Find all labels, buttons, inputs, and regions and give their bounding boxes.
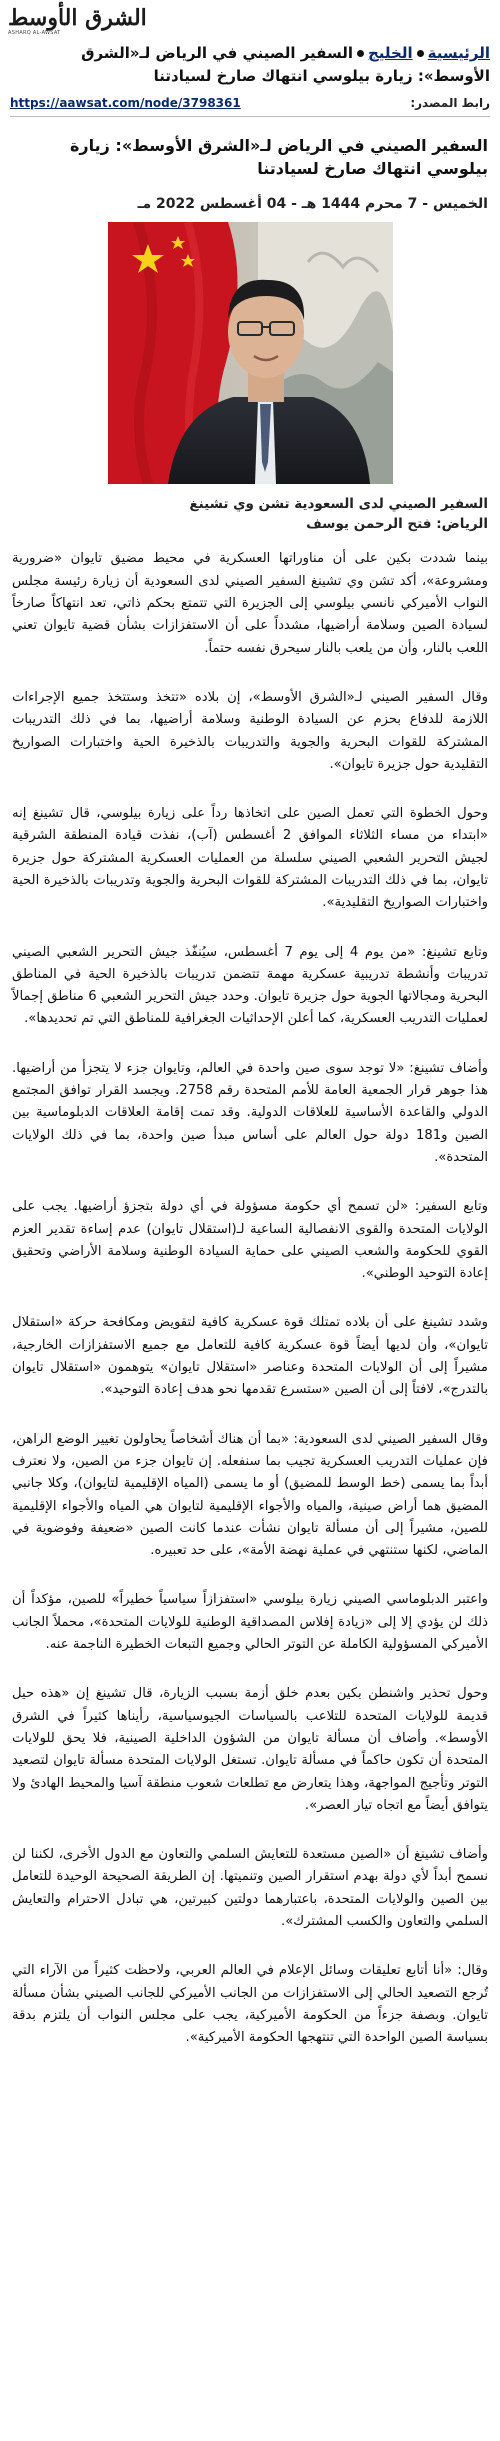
article-paragraph: وأضاف تشينغ أن «الصين مستعدة للتعايش السلمي والتعاون مع الدول الأخرى، لكننا لن نسمح أبداً لأي دولة بهدم استقرار الصين وتنميتها. إن الطريقة الصحيحة الوحيدة للتعامل بين الصين والولايات المتحدة، باعتبارهما دولتين كبيرتين، هي تبادل الاحترام والتعايش السلمي والتعاون والكسب المشترك». [12,1847,488,1929]
breadcrumb-section-link[interactable]: الخليج [368,44,413,62]
caption-line: السفير الصيني لدى السعودية تشن وي تشينغ [189,496,488,513]
breadcrumb-separator [417,50,424,57]
article-paragraph: وأضاف تشينغ: «لا توجد سوى صين واحدة في العالم، وتايوان جزء لا يتجزأ من أراضيها. هذا جوهر قرار الجمعية العامة للأمم المتحدة رقم 2758. ويجسد القرار توافق المجتمع الدولي والقاعدة الأساسية للعلاقات الدولية. وقد تمت إقامة العلاقات الدبلوماسية بين الصين و181 دولة حول العالم على أساس مبدأ صين واحدة، بما في ذلك الولايات المتحدة». [12,1060,489,1165]
article-paragraph: وتابع السفير: «لن تسمح أي حكومة مسؤولة في أي دولة بتجزؤ أراضيها. يجب على الولايات المتحدة والقوى الانفصالية الساعية لـ(استقلال تايوان) عدم إساءة تقدير العزم القوي للحكومة والشعب الصيني على حماية السيادة الوطنية وسلامة الأراضي وتحقيق إعادة التوحيد الوطني». [12,1199,488,1282]
source-line [0,88,500,116]
breadcrumb-separator [357,50,364,57]
article-paragraph: وقال السفير الصيني لـ«الشرق الأوسط»، إن بلاده «تتخذ وستتخذ جميع الإجراءات اللازمة للدفاع بحزم عن السيادة الوطنية وسلامة أراضيها، بما في ذلك التدريبات المشتركة للقوات البحرية والجوية والتدريبات بالذخيرة الحية واختبارات الصواريخ التقليدية حول جزيرة تايوان». [12,689,488,772]
article-paragraph: وقال: «أنا أتابع تعليقات وسائل الإعلام في العالم العربي، ولاحظت كثيراً من الآراء التي تُرجع التصعيد الحالي إلى الاستفزازات من الجانب الأميركي للجانب الصيني بشأن مسألة تايوان. وبصفة جزءاً من الحكومة الأميركية، يجب على مجلس النواب أن يلتزم بدقة بسياسة الصين الواحدة التي تنتهجها الحكومة الأميركية». [12,1963,488,2046]
ambassador-portrait [108,222,393,484]
divider [10,116,490,117]
article-paragraph: وحول تحذير واشنطن بكين بعدم خلق أزمة بسبب الزيارة، قال تشينغ إن «هذه حيل قديمة للولايات المتحدة للتلاعب بالسياسات الجيوسياسية، رأيناها كثيراً في الشرق الأوسط». وأضاف أن مسألة تايوان من الشؤون الداخلية الصينية، فلا يحق للولايات المتحدة أن تكون حاكماً في مسألة تايوان. تستغل الولايات المتحدة مسألة تايوان لتصعيد التوتر وتأجيج المواجهة، وهذا يتعارض مع تطلعات شعوب منطقة آسيا والمحيط الهادئ ولا يتوافق أيضاً مع اتجاه تيار العصر». [12,1686,488,1813]
article-dateline: الخميس - 7 محرم 1444 هـ - 04 أغسطس 2022 مـ [137,196,488,213]
article-paragraph: واعتبر الدبلوماسي الصيني زيارة بيلوسي «استفزازاً سياسياً خطيراً» للصين، مؤكداً أن ذلك لن يؤدي إلا إلى «زيادة إفلاس المصداقية الوطنية للولايات المتحدة»، محملاً الجانب الأميركي المسؤولية الكاملة عن التوتر الحالي وجميع التبعات الخطيرة الناجمة عنه. [12,1592,488,1653]
article-headline: السفير الصيني في الرياض لـ«الشرق الأوسط»: زيارة بيلوسي انتهاك صارخ لسيادتنا [69,135,488,178]
breadcrumb-home-link[interactable]: الرئيسية [427,44,490,62]
article-paragraph: بينما شددت بكين على أن مناوراتها العسكرية في محيط مضيق تايوان «ضرورية ومشروعة»، أكد تشن وي تشينغ السفير الصيني لدى السعودية أن زيارة رئيسة مجلس النواب الأميركي نانسي بيلوسي إلى الجزيرة التي تتمتع بحكم ذاتي، تعد انتهاكاً صارخاً لسيادة الصين وسلامة أراضيها، مشدداً على أن الاستفزازات بشأن قضية تايوان تعني اللعب بالنار، وأن من يلعب بالنار سيحرق نفسه حتماً. [12,551,488,656]
source-url-link[interactable]: https://aawsat.com/node/3798361 [10,96,241,110]
breadcrumb-current-title: السفير الصيني في الرياض لـ«الشرق الأوسط»: زيارة بيلوسي انتهاك صارخ لسيادتنا [81,44,490,85]
breadcrumb [0,42,500,88]
site-logo[interactable] [8,4,147,36]
article-paragraph: وشدد تشينغ على أن بلاده تمتلك قوة عسكرية كافية لتقويض ومكافحة حركة «استقلال تايوان»، وأن لديها أيضاً قوة عسكرية كافية للتعامل مع جميع الاستفزازات الخارجية، مشيراً إلى أن الولايات المتحدة وعناصر «استقلال تايوان» يتوهمون «استقلال تايوان بالتدرج»، لافتاً إلى أن الصين «ستسرع تقدمها نحو هدف إعادة التوحيد». [12,1315,488,1398]
article-photo [108,222,393,484]
logo-text: الشرق الأوسط [8,4,147,31]
article-body [0,534,500,2049]
photo-caption [0,484,500,534]
caption-byline: الرياض: فتح الرحمن يوسف [306,516,488,533]
logo-subtitle: ASHARQ AL-AWSAT [8,29,61,36]
article-paragraph: وحول الخطوة التي تعمل الصين على اتخاذها رداً على زيارة بيلوسي، قال تشينغ إنه «ابتداء من مساء الثلاثاء الموافق 2 أغسطس (آب)، نفذت قيادة المنطقة الشرقية لجيش التحرير الشعبي الصيني سلسلة من العمليات العسكرية المشتركة حول جزيرة تايوان، بما في ذلك التدريبات المشتركة للقوات البحرية والجوية وتدريبات بالذخيرة الحية واختبارات الصواريخ التقليدية». [12,806,488,911]
source-label: رابط المصدر: [410,96,490,110]
masthead [0,0,500,42]
article-paragraph: وتابع تشينغ: «من يوم 4 إلى يوم 7 أغسطس، سيُنفّذ جيش التحرير الشعبي الصيني تدريبات وأنشطة تدريبية عسكرية مهمة تتضمن تدريبات بالذخيرة الحية في المناطق البحرية ومجالاتها الجوية حول جزيرة تايوان. وحدد جيش التحرير الشعبي 6 مناطق إجمالاً لعمليات التدريب العسكرية، كما أعلن الإحداثيات الجغرافية للمناطق التي تم تحديدها». [12,944,488,1027]
article-paragraph: وقال السفير الصيني لدى السعودية: «بما أن هناك أشخاصاً يحاولون تغيير الوضع الراهن، فإن عمليات التدريب العسكرية تجيب بما سنفعله. إن تايوان جزء من الصين، ولا نعترف أبداً بما يسمى (خط الوسط للمضيق) أو ما يسمى (المياه الإقليمية لتايوان)، وكلا جانبي المضيق هما أراض صينية، والمياه والأجواء الإقليمية لتايوان هي المياه والأجواء الإقليمية للصين، مشيراً إلى أن مسألة تايوان نشأت عندما كانت الصين «ضعيفة وفوضوية في الماضي، لكنها ستنتهي في عملية نهضة الأمة»، على حد تعبيره. [12,1431,488,1559]
